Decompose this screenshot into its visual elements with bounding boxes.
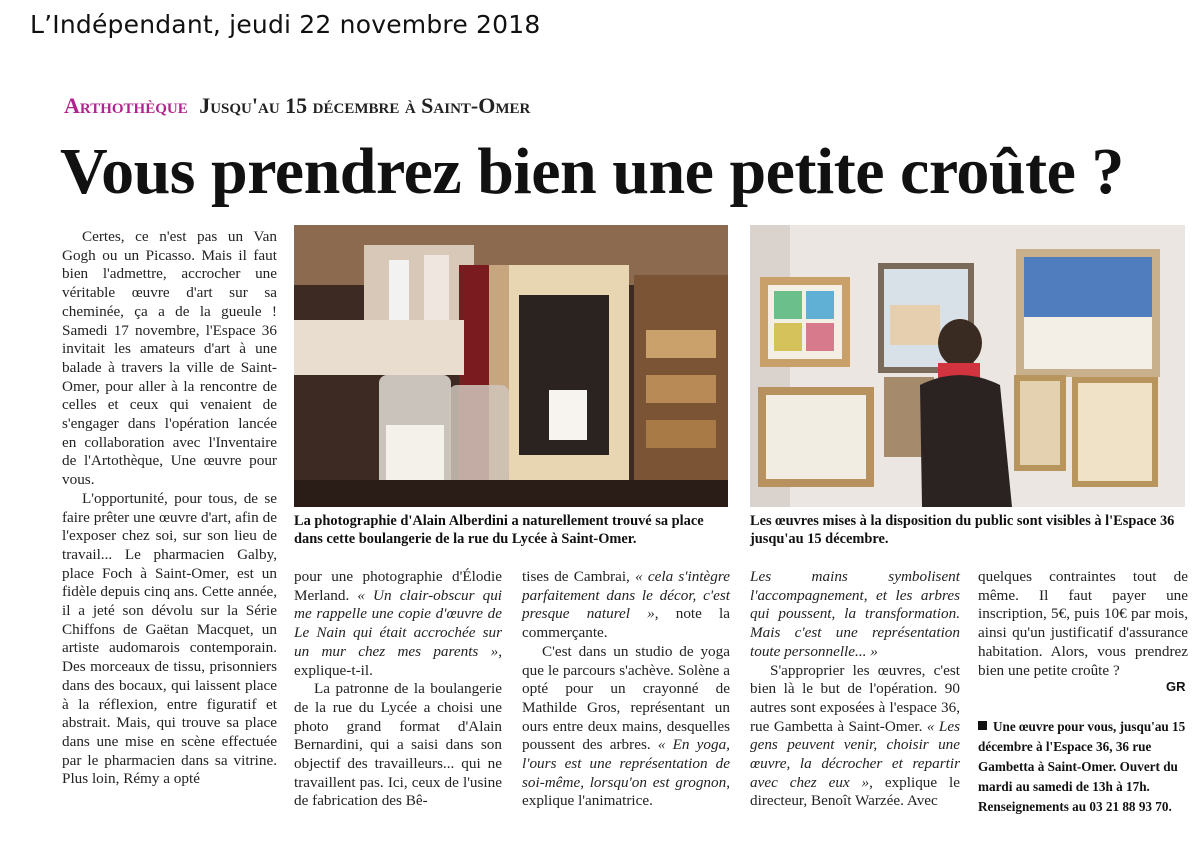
- info-text: Une œuvre pour vous, jusqu'au 15 décembre à l'Espace 36, 36 rue Gambetta à Saint-Omer. Ouvert du mardi au samedi de 13h à 17h. Renseignements au 03 21 88 93 70.: [978, 719, 1186, 814]
- paragraph: La patronne de la boulangerie de la rue du Lycée a choisi une photo grand format d'Alain Bernardini, qui a saisi dans son objectif des travailleurs... qui ne travaillent pas. Ici, ceux de l'usine de fabrication des Bê-: [294, 680, 502, 810]
- article-column-5: [978, 568, 1188, 680]
- publication-source: L’Indépendant, jeudi 22 novembre 2018: [30, 10, 541, 39]
- square-bullet-icon: [978, 721, 987, 730]
- paragraph: C'est dans un studio de yoga que le parcours s'achève. Solène a opté pour un crayonné de Mathilde Gros, représentant un ours entre deux mains, desquelles poussent des arbres. « En yoga, l'ours est une représentation de soi-même, lorsqu'on est grognon, explique l'animatrice.: [522, 642, 730, 810]
- paragraph: Certes, ce n'est pas un Van Gogh ou un Picasso. Mais il faut bien l'admettre, accrocher une véritable œuvre d'art sur sa cheminée, ça a de la gueule ! Samedi 17 novembre, l'Espace 36 invitait les amateurs d'art à une balade à travers la ville de Saint-Omer, pour aller à la rencontre de celles et ceux qui venaient de s'engager dans l'opération lancée en collaboration avec l'Inventaire de l'Artothèque, Une œuvre pour vous.: [62, 228, 277, 489]
- paragraph: [750, 568, 960, 662]
- article-column-4: [750, 568, 960, 811]
- article-column-2: [294, 568, 502, 811]
- quote: « Les gens peuvent venir, choisir une œuvre, la décrocher et repartir avec chez eux »: [750, 717, 960, 791]
- headline: Vous prendrez bien une petite croûte ?: [60, 135, 1124, 208]
- bakery-photo-image: [294, 225, 728, 507]
- bakery-photo: [294, 225, 728, 507]
- exhibition-photo: [750, 225, 1185, 507]
- quote: « Un clair-obscur qui me rappelle une copie d'œuvre de Le Nain qui était accrochée sur un mur chez mes parents »: [294, 586, 503, 660]
- article-kicker: [64, 93, 530, 119]
- article-column-1: [62, 228, 277, 789]
- rubric-label: Arthothèque: [64, 93, 188, 118]
- quote: Les mains symbolisent l'accompagnement, et les arbres qui poussent, la transformation. Mais c'est une représentation toute personnelle... »: [750, 568, 960, 660]
- quote: « cela s'intègre parfaitement dans le décor, c'est presque naturel »: [522, 568, 730, 623]
- paragraph: tises de Cambrai, « cela s'intègre parfaitement dans le décor, c'est presque naturel », note la commerçante.: [522, 568, 731, 642]
- quote: « En yoga, l'ours est une représentation de soi-même, lorsqu'on est grognon: [522, 736, 730, 791]
- author-signature: GR: [1166, 679, 1186, 694]
- exhibition-photo-caption: Les œuvres mises à la disposition du public sont visibles à l'Espace 36 jusqu'au 15 décembre.: [750, 513, 1175, 547]
- bakery-photo-caption: La photographie d'Alain Alberdini a naturellement trouvé sa place dans cette boulangerie de la rue du Lycée à Saint-Omer.: [294, 513, 704, 547]
- paragraph: pour une photographie d'Élodie Merland. « Un clair-obscur qui me rappelle une copie d'œuvre de Le Nain qui était accrochée sur un mur chez mes parents », explique-t-il.: [294, 568, 503, 679]
- info-box: [978, 717, 1188, 817]
- exhibition-photo-image: [750, 225, 1185, 507]
- dateline: Jusqu'au 15 décembre à Saint-Omer: [199, 93, 531, 118]
- paragraph: S'approprier les œuvres, c'est bien là le but de l'opération. 90 autres sont exposées à l'espace 36, rue Gambetta à Saint-Omer. « Les gens peuvent venir, choisir une œuvre, la décrocher et repartir avec chez eux », explique le directeur, Benoît Warzée. Avec: [750, 661, 960, 810]
- article-column-3: [522, 568, 730, 811]
- paragraph: L'opportunité, pour tous, de se faire prêter une œuvre d'art, afin de l'exposer chez soi, sur son lieu de travail... Le pharmacien Galby, place Foch à Saint-Omer, est un fidèle depuis cinq ans. Cette année, il a jeté son dévolu sur la Série Chiffons de Gaëtan Macquet, un artiste audomarois contemporain. Des morceaux de tissu, prisonniers dans des bocaux, qui laissent place à la réflexion, entre figuratif et abstrait. Mais, qui trouve sa place dans une mise en scène effectuée par le pharmacien dans sa vitrine. Plus loin, Rémy a opté: [62, 489, 277, 788]
- paragraph: quelques contraintes tout de même. Il faut payer une inscription, 5€, puis 10€ par mois, ainsi qu'un justificatif d'assurance habitation. Alors, vous prendrez bien une petite croûte ?: [978, 568, 1188, 679]
